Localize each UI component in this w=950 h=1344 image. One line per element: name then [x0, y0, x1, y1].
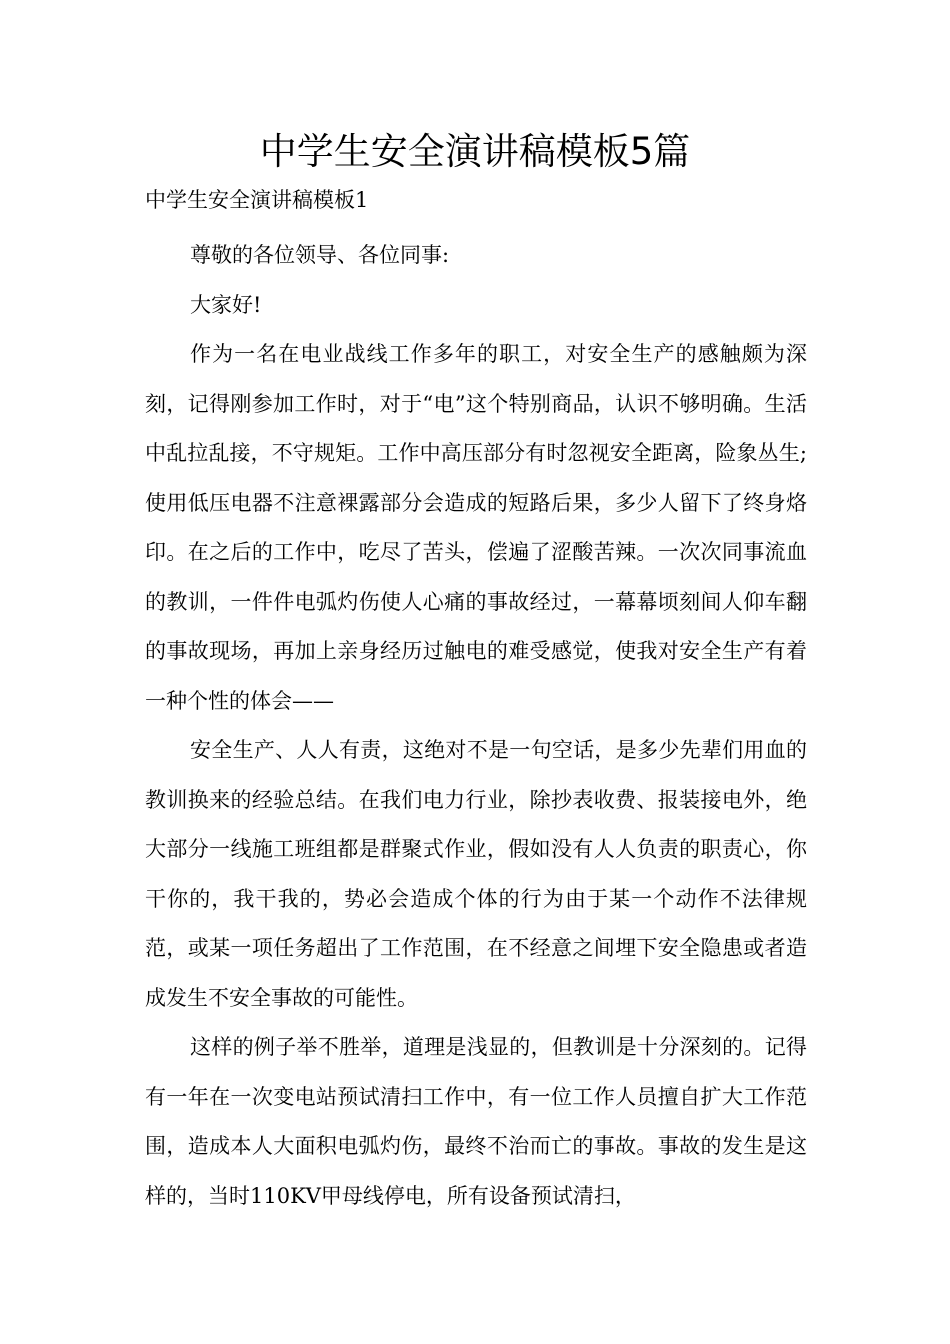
section-heading: 中学生安全演讲稿模板1: [145, 188, 369, 212]
document-body: [145, 231, 807, 1221]
body-paragraph: 作为一名在电业战线工作多年的职工，对安全生产的感触颇为深刻，记得刚参加工作时，对于“电”这个特别商品，认识不够明确。生活中乱拉乱接，不守规矩。工作中高压部分有时忽视安全距离，险象丛生;使用低压电器不注意裸露部分会造成的短路后果，多少人留下了终身烙印。在之后的工作中，吃尽了苦头，偿遍了涩酸苦辣。一次次同事流血的教训，一件件电弧灼伤使人心痛的事故经过，一幕幕顷刻间人仰车翻的事故现场，再加上亲身经历过触电的难受感觉，使我对安全生产有着一种个性的体会——: [145, 342, 807, 713]
body-paragraph: 这样的例子举不胜举，道理是浅显的，但教训是十分深刻的。记得有一年在一次变电站预试清扫工作中，有一位工作人员擅自扩大工作范围，造成本人大面积电弧灼伤，最终不治而亡的事故。事故的发生是这样的，当时110KV甲母线停电，所有设备预试清扫，: [145, 1035, 807, 1208]
body-paragraph: 安全生产、人人有责，这绝对不是一句空话，是多少先辈们用血的教训换来的经验总结。在我们电力行业，除抄表收费、报装接电外，绝大部分一线施工班组都是群聚式作业，假如没有人人负责的职责心，你干你的，我干我的，势必会造成个体的行为由于某一个动作不法律规范，或某一项任务超出了工作范围，在不经意之间埋下安全隐患或者造成发生不安全事故的可能性。: [145, 738, 807, 1010]
greeting-paragraph: 大家好!: [190, 292, 262, 317]
document-title: 中学生安全演讲稿模板5篇: [259, 130, 691, 173]
salutation-paragraph: 尊敬的各位领导、各位同事:: [190, 243, 450, 267]
